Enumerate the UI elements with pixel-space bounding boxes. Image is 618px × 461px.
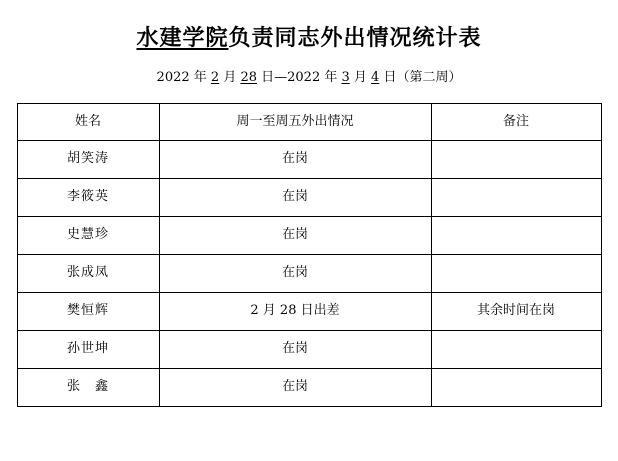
table-row [17, 178, 601, 216]
subtitle-month-start: 2 [210, 69, 220, 85]
subtitle-day-end: 4 [371, 69, 380, 85]
cell-status: 在岗 [159, 178, 431, 216]
cell-name: 张成凤 [17, 254, 159, 292]
page-title-department: 水建学院 [136, 25, 229, 51]
cell-status: 在岗 [159, 330, 431, 368]
cell-status: 在岗 [159, 254, 431, 292]
subtitle-part-5: 日（第二周） [379, 69, 462, 85]
subtitle-day-start: 28 [240, 69, 257, 85]
cell-name: 史慧珍 [17, 216, 159, 254]
cell-status: 在岗 [159, 216, 431, 254]
cell-status: 2 月 28 日出差 [159, 292, 431, 330]
subtitle-part-2: 月 [219, 69, 241, 85]
subtitle-month-end: 3 [341, 69, 350, 85]
page-title [0, 24, 618, 53]
cell-note [431, 140, 601, 178]
table-row [17, 254, 601, 292]
cell-note: 其余时间在岗 [431, 292, 601, 330]
attendance-table [17, 103, 602, 407]
column-header-name: 姓名 [17, 103, 159, 140]
page-title-rest: 负责同志外出情况统计表 [228, 25, 482, 51]
cell-status: 在岗 [159, 140, 431, 178]
subtitle-part-3: 日—2022 年 [257, 69, 342, 85]
cell-note [431, 330, 601, 368]
cell-name: 孙世坤 [17, 330, 159, 368]
cell-name: 樊恒辉 [17, 292, 159, 330]
subtitle-part-4: 月 [349, 69, 372, 85]
document-page [0, 24, 618, 461]
table-row [17, 330, 601, 368]
cell-note [431, 216, 601, 254]
table-header-row [17, 103, 601, 140]
table-row [17, 216, 601, 254]
table-row [17, 368, 601, 406]
subtitle-part-1: 2022 年 [156, 69, 211, 85]
cell-name: 李筱英 [17, 178, 159, 216]
table-row [17, 140, 601, 178]
cell-note [431, 254, 601, 292]
cell-note [431, 178, 601, 216]
cell-name: 张 鑫 [17, 368, 159, 406]
cell-name: 胡笑涛 [17, 140, 159, 178]
column-header-note: 备注 [431, 103, 601, 140]
column-header-status: 周一至周五外出情况 [159, 103, 431, 140]
table-row [17, 292, 601, 330]
date-range-subtitle [0, 69, 618, 87]
cell-status: 在岗 [159, 368, 431, 406]
cell-note [431, 368, 601, 406]
